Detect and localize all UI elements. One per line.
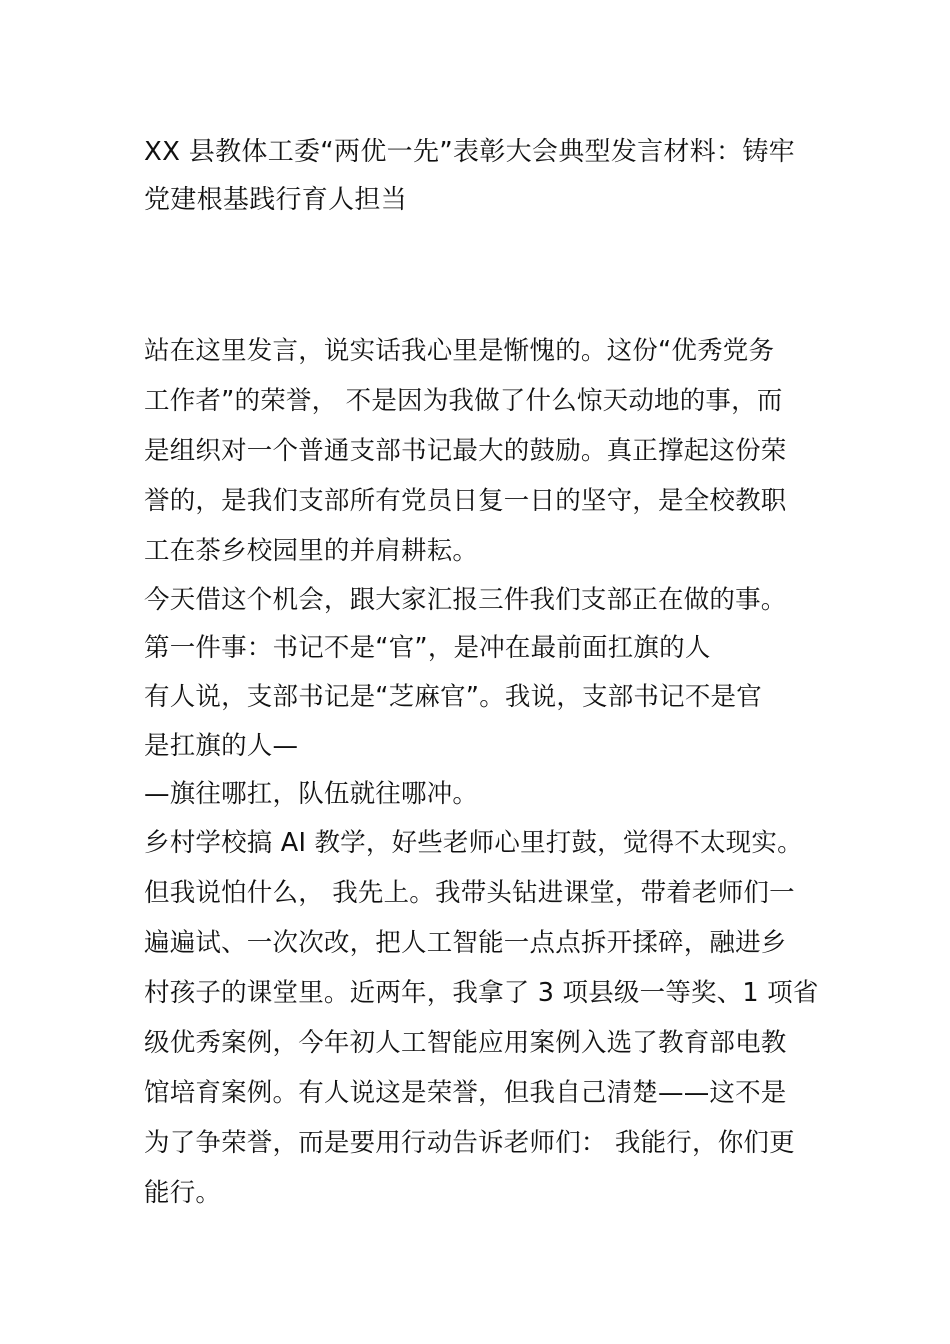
body-line: 是扛旗的人—	[144, 731, 299, 761]
body-line: 村孩子的课堂里。近两年，我拿了 3 项县级一等奖、1 项省	[144, 978, 819, 1008]
document-body	[144, 326, 819, 1218]
section-heading: 第一件事：书记不是“官”，是冲在最前面扛旗的人	[144, 633, 711, 663]
body-line: 遍遍试、一次次改，把人工智能一点点拆开揉碎，融进乡	[144, 928, 787, 958]
body-line: 但我说怕什么， 我先上。我带头钻进课堂，带着老师们一	[144, 878, 795, 908]
body-line: 乡村学校搞 AI 教学，好些老师心里打鼓，觉得不太现实。	[144, 828, 803, 858]
body-line: 有人说，支部书记是“芝麻官”。我说，支部书记不是官	[144, 682, 762, 712]
body-line: 级优秀案例，今年初人工智能应用案例入选了教育部电教	[144, 1028, 787, 1058]
body-line: 站在这里发言，说实话我心里是惭愧的。这份“优秀党务	[144, 336, 775, 366]
body-line: 工在茶乡校园里的并肩耕耘。	[144, 536, 479, 566]
body-line: 今天借这个机会，跟大家汇报三件我们支部正在做的事。	[144, 585, 787, 615]
body-line: 工作者”的荣誉， 不是因为我做了什么惊天动地的事，而	[144, 386, 783, 416]
body-line: 誉的，是我们支部所有党员日复一日的坚守，是全校教职	[144, 486, 787, 516]
body-line: 馆培育案例。有人说这是荣誉，但我自己清楚——这不是	[144, 1078, 787, 1108]
body-line: —旗往哪扛，队伍就往哪冲。	[144, 779, 479, 809]
body-line: 能行。	[144, 1178, 222, 1208]
title-line-2: 党建根基践行育人担当	[144, 185, 408, 215]
title-line-1: XX 县教体工委“两优一先”表彰大会典型发言材料：铸牢	[144, 137, 795, 167]
document-title	[144, 128, 824, 224]
body-line: 为了争荣誉，而是要用行动告诉老师们： 我能行，你们更	[144, 1128, 795, 1158]
body-line: 是组织对一个普通支部书记最大的鼓励。真正撑起这份荣	[144, 436, 787, 466]
